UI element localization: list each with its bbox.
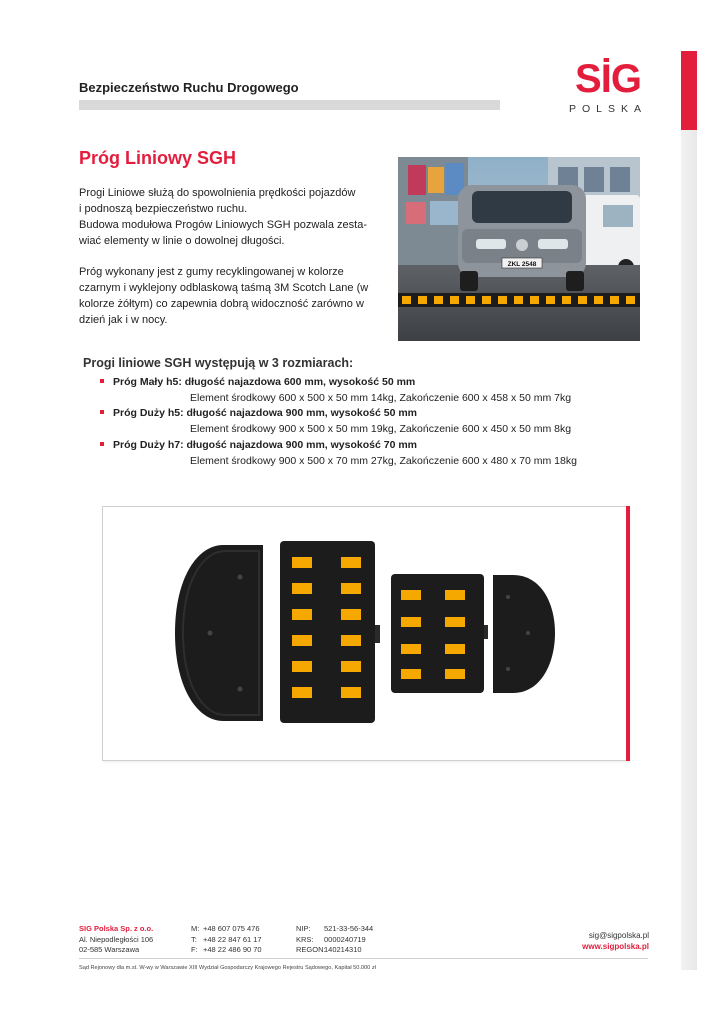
side-accent-tab <box>681 51 697 130</box>
material-line: dzień jak i w nocy. <box>79 314 168 326</box>
material-line: kolorze żółtym) co zapewnia dobrą widoczność zarówno w <box>79 298 364 310</box>
footer-address-line: 02-585 Warszawa <box>79 945 140 954</box>
section-title-bar <box>79 100 500 110</box>
footer-address-line: Al. Niepodległości 106 <box>79 934 154 944</box>
bullet-square-icon <box>100 442 104 446</box>
footer-legal-note: Sąd Rejonowy dla m.st. W-wy w Warszawie XIII Wydział Gospodarczy Krajowego Rejestru Sądowego, Kapitał 50.000 zł <box>79 965 376 971</box>
intro-line: Budowa modułowa Progów Liniowych SGH pozwala zesta- <box>79 219 367 231</box>
car-on-speed-bump-photo <box>398 157 640 341</box>
intro-line: wiać elementy w linie o dowolnej długości. <box>79 235 285 247</box>
footer-contact-block <box>582 930 649 952</box>
footer-fax: F: +48 22 486 90 70 <box>191 945 262 954</box>
material-line: czarnym i wyklejony odblaskową taśmą 3M Scotch Lane (w <box>79 282 369 294</box>
footer-phones-block <box>191 924 262 956</box>
intro-line: i podnoszą bezpieczeństwo ruchu. <box>79 203 248 215</box>
logo-sub: POLSKA <box>568 103 648 115</box>
footer-phone: T: +48 22 847 61 17 <box>191 934 262 944</box>
footer-registry-block <box>296 924 373 956</box>
footer-company: SIG Polska Sp. z o.o. <box>79 924 154 933</box>
footer-phone-mobile: M: +48 607 075 476 <box>191 924 260 933</box>
sizes-heading: Progi liniowe SGH występują w 3 rozmiarach: <box>83 356 354 370</box>
image-accent-bar <box>626 506 630 761</box>
size-detail: Element środkowy 900 x 500 x 50 mm 19kg, Zakończenie 600 x 450 x 50 mm 8kg <box>190 423 572 435</box>
bullet-square-icon <box>100 379 104 383</box>
size-item-large-h7 <box>100 439 417 451</box>
size-detail: Element środkowy 900 x 500 x 70 mm 27kg, Zakończenie 600 x 480 x 70 mm 18kg <box>190 455 577 467</box>
size-item-large-h5 <box>100 407 417 419</box>
footer-company-block <box>79 924 153 956</box>
material-paragraph <box>79 264 379 328</box>
sig-polska-logo <box>560 52 655 118</box>
speed-bump-modules-image <box>102 506 629 761</box>
bullet-square-icon <box>100 410 104 414</box>
size-name: Próg Duży h7: długość najazdowa 900 mm, wysokość 70 mm <box>113 439 418 451</box>
footer-email-link[interactable]: sig@sigpolska.pl <box>588 931 649 940</box>
section-title: Bezpieczeństwo Ruchu Drogowego <box>79 80 299 95</box>
footer-divider <box>79 958 648 959</box>
footer-nip: NIP: 521-33-56-344 <box>296 924 374 933</box>
intro-line: Progi Liniowe służą do spowolnienia prędkości pojazdów <box>79 187 356 199</box>
size-name: Próg Duży h5: długość najazdowa 900 mm, wysokość 50 mm <box>113 407 418 419</box>
size-item-small-h5 <box>100 376 415 388</box>
size-detail: Element środkowy 600 x 500 x 50 mm 14kg, Zakończenie 600 x 458 x 50 mm 7kg <box>190 392 572 404</box>
intro-paragraph <box>79 185 379 249</box>
footer-website-link[interactable]: www.sigpolska.pl <box>582 942 649 951</box>
side-margin-strip <box>681 130 697 970</box>
size-name: Próg Mały h5: długość najazdowa 600 mm, wysokość 50 mm <box>113 376 416 388</box>
material-line: Próg wykonany jest z gumy recyklingowanej w kolorze <box>79 266 344 278</box>
footer-regon: REGON:140214310 <box>296 945 362 954</box>
product-title: Próg Liniowy SGH <box>79 148 237 168</box>
license-plate: ZKL 2548 <box>507 261 537 268</box>
logo-main: SİG <box>575 57 641 101</box>
footer-krs: KRS: 0000240719 <box>296 934 366 944</box>
